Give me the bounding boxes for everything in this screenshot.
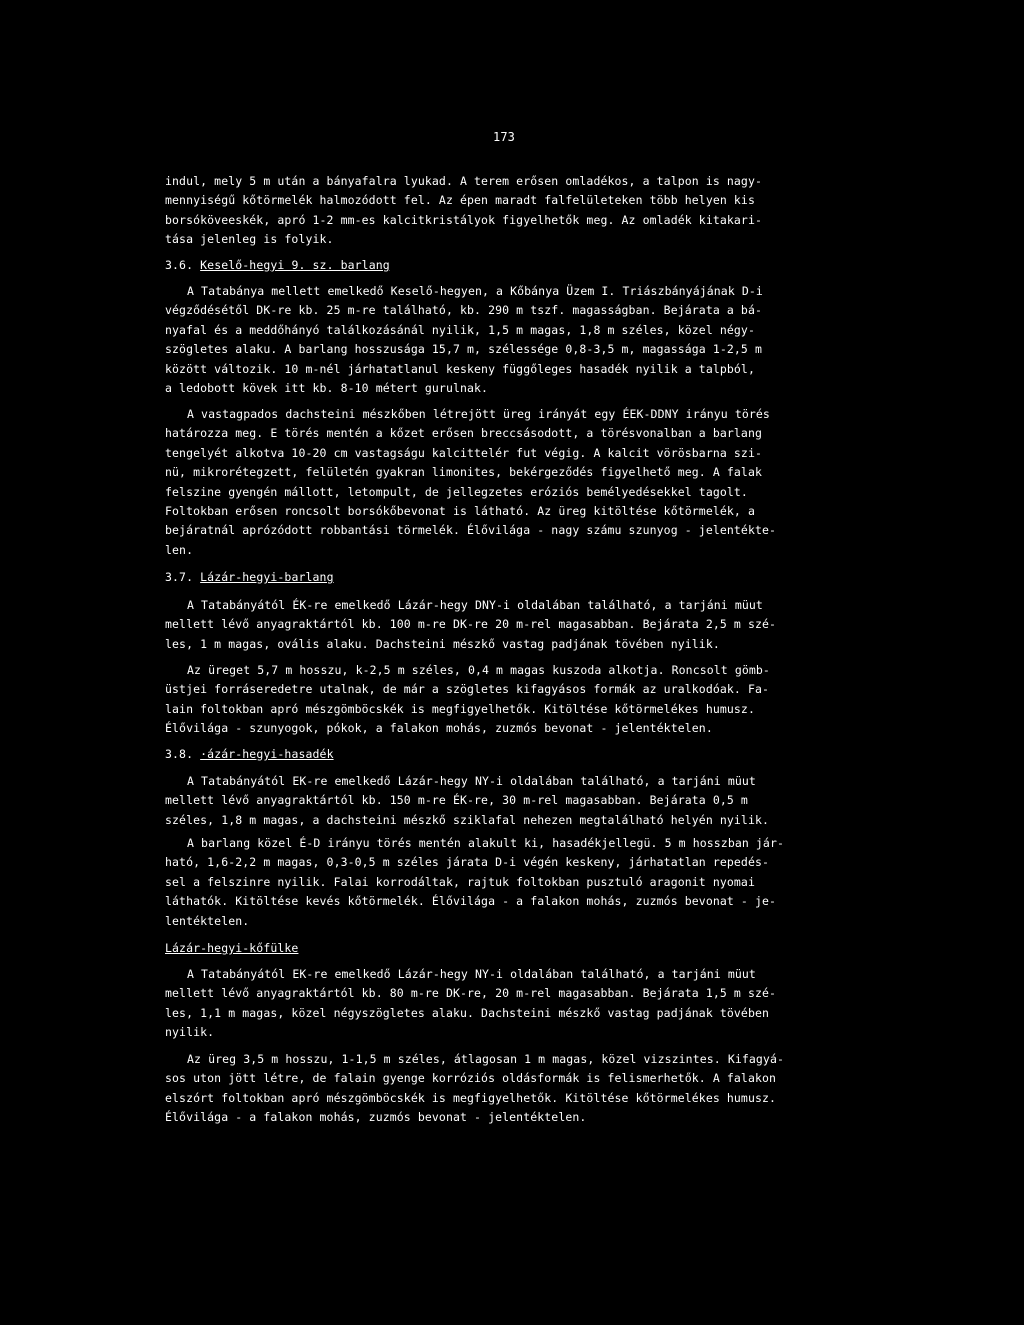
text-line: mellett lévő anyagraktártól kb. 150 m-re ÉK-re, 30 m-rel magasabban. Bejárata 0,5 m xyxy=(165,793,748,808)
section-number: 3.7. xyxy=(165,570,194,584)
paragraph-3-7-b xyxy=(165,661,865,739)
text-line: felszine gyengén mállott, letompult, de jellegzetes eróziós bemélyedésekkel tagolt. xyxy=(165,484,748,499)
section-heading-kofulke xyxy=(165,939,865,958)
text-line: mellett lévő anyagraktártól kb. 80 m-re DK-re, 20 m-rel magasabban. Bejárata 1,5 m szé- xyxy=(165,986,777,1001)
text-line: Élővilága - a falakon mohás, zuzmós bevonat - jelentéktelen. xyxy=(165,1110,587,1125)
text-line: között változik. 10 m-nél járhatatlanul keskeny függőleges hasadék nyilik a talpból, xyxy=(165,361,755,376)
text-line: les, 1 m magas, ovális alaku. Dachsteini mészkő vastag padjának tövében nyilik. xyxy=(165,636,720,651)
text-line: borsóköveeskék, apró 1-2 mm-es kalcitkristályok figyelhetők meg. Az omladék kitakari- xyxy=(165,212,763,227)
text-line: bejáratnál aprózódott robbantási törmelék. Élővilága - nagy számu szunyog - jelentékte- xyxy=(165,523,777,538)
paragraph-3-6-b xyxy=(165,405,865,560)
text-line: végződésétől DK-re kb. 25 m-re található, kb. 290 m tszf. magasságban. Bejárata a bá- xyxy=(165,303,763,318)
section-heading-3-6 xyxy=(165,256,865,275)
section-title: Lázár-hegyi-kőfülke xyxy=(165,941,299,955)
text-line: sos uton jött létre, de falain gyenge korróziós oldásformák is felismerhetők. A falakon xyxy=(165,1071,777,1086)
text-line: ható, 1,6-2,2 m magas, 0,3-0,5 m széles járata D-i végén keskeny, járhatatlan repedés- xyxy=(165,855,770,870)
text-line: A barlang közel É-D irányu törés mentén alakult ki, hasadékjellegü. 5 m hosszban jár- xyxy=(187,836,785,850)
paragraph-3-8-b xyxy=(165,834,865,931)
text-line: nü, mikrorétegzett, felületén gyakran limonites, bekérgeződés figyelhető meg. A falak xyxy=(165,465,763,480)
text-line: Foltokban erősen roncsolt borsókőbevonat is látható. Az üreg kitöltése kőtörmelék, a xyxy=(165,504,755,519)
paragraph-kofulke-b xyxy=(165,1050,865,1128)
text-line: Az üreg 3,5 m hosszu, 1-1,5 m széles, átlagosan 1 m magas, közel vizszintes. Kifagyá- xyxy=(187,1052,785,1066)
section-number: 3.8. xyxy=(165,747,194,761)
text-line: Élővilága - szunyogok, pókok, a falakon mohás, zuzmós bevonat - jelentéktelen. xyxy=(165,721,713,736)
text-line: A vastagpados dachsteini mészkőben létrejött üreg irányát egy ÉEK-DDNY irányu törés xyxy=(187,407,770,421)
text-line: határozza meg. E törés mentén a kőzet erősen breccsásodott, a törésvonalban a barlang xyxy=(165,426,763,441)
text-line: láthatók. Kitöltése kevés kőtörmelék. Élővilága - a falakon mohás, zuzmós bevonat - je- xyxy=(165,894,777,909)
text-line: üstjei forráseredetre utalnak, de már a szögletes kifagyásos formák az uralkodóak. Fa- xyxy=(165,682,770,697)
paragraph-3-8-a xyxy=(165,772,865,830)
section-title: Keselő-hegyi 9. sz. barlang xyxy=(200,258,390,272)
text-line: indul, mely 5 m után a bányafalra lyukad. A terem erősen omladékos, a talpon is nagy- xyxy=(165,174,763,188)
page-number: 173 xyxy=(493,130,515,144)
text-line: a ledobott kövek itt kb. 8-10 métert gurulnak. xyxy=(165,381,489,396)
text-line: tengelyét alkotva 10-20 cm vastagságu kalcittelér fut végig. A kalcit vörösbarna szi- xyxy=(165,445,763,460)
text-line: Az üreget 5,7 m hosszu, k-2,5 m széles, 0,4 m magas kuszoda alkotja. Roncsolt gömb- xyxy=(187,663,770,677)
text-line: széles, 1,8 m magas, a dachsteini mészkő sziklafal nehezen megtalálható helyén nyilik. xyxy=(165,812,770,827)
text-line: A Tatabányától ÉK-re emelkedő Lázár-hegy DNY-i oldalában található, a tarjáni müut xyxy=(187,598,763,612)
text-line: sel a felszinre nyilik. Falai korrodáltak, rajtuk foltokban pusztuló aragonit nyomai xyxy=(165,874,755,889)
text-line: szögletes alaku. A barlang hosszusága 15,7 m, szélessége 0,8-3,5 m, magassága 1-2,5 m xyxy=(165,342,763,357)
paragraph-kofulke-a xyxy=(165,965,865,1043)
paragraph-intro xyxy=(165,172,865,250)
text-line: lain foltokban apró mészgömböcskék is megfigyelhetők. Kitöltése kőtörmelékes humusz. xyxy=(165,701,755,716)
text-line: nyilik. xyxy=(165,1025,215,1040)
text-line: mellett lévő anyagraktártól kb. 100 m-re DK-re 20 m-rel magasabban. Bejárata 2,5 m szé- xyxy=(165,617,777,632)
text-line: A Tatabányától EK-re emelkedő Lázár-hegy NY-i oldalában található, a tarjáni müut xyxy=(187,774,756,788)
text-line: mennyiségű kőtörmelék halmozódott fel. Az épen maradt falfelületeken több helyen kis xyxy=(165,193,755,208)
section-title: Lázár-hegyi-barlang xyxy=(200,570,334,584)
section-heading-3-7 xyxy=(165,568,865,587)
paragraph-3-6-a xyxy=(165,282,865,398)
text-line: A Tatabánya mellett emelkedő Keselő-hegyen, a Kőbánya Üzem I. Triászbányájának D-i xyxy=(187,284,763,298)
text-line: nyafal és a meddőhányó találkozásánál nyilik, 1,5 m magas, 1,8 m széles, közel négy- xyxy=(165,322,755,337)
text-line: lentéktelen. xyxy=(165,913,250,928)
text-line: elszórt foltokban apró mészgömböcskék is megfigyelhetők. Kitöltése kőtörmelékes humusz. xyxy=(165,1090,777,1105)
section-number: 3.6. xyxy=(165,258,194,272)
text-line: tása jelenleg is folyik. xyxy=(165,232,334,247)
section-title: ·ázár-hegyi-hasadék xyxy=(200,747,334,761)
text-line: les, 1,1 m magas, közel négyszögletes alaku. Dachsteini mészkő vastag padjának tövében xyxy=(165,1005,770,1020)
paragraph-3-7-a xyxy=(165,596,865,654)
section-heading-3-8 xyxy=(165,745,865,764)
text-line: len. xyxy=(165,542,194,557)
text-line: A Tatabányától EK-re emelkedő Lázár-hegy NY-i oldalában található, a tarjáni müut xyxy=(187,967,756,981)
